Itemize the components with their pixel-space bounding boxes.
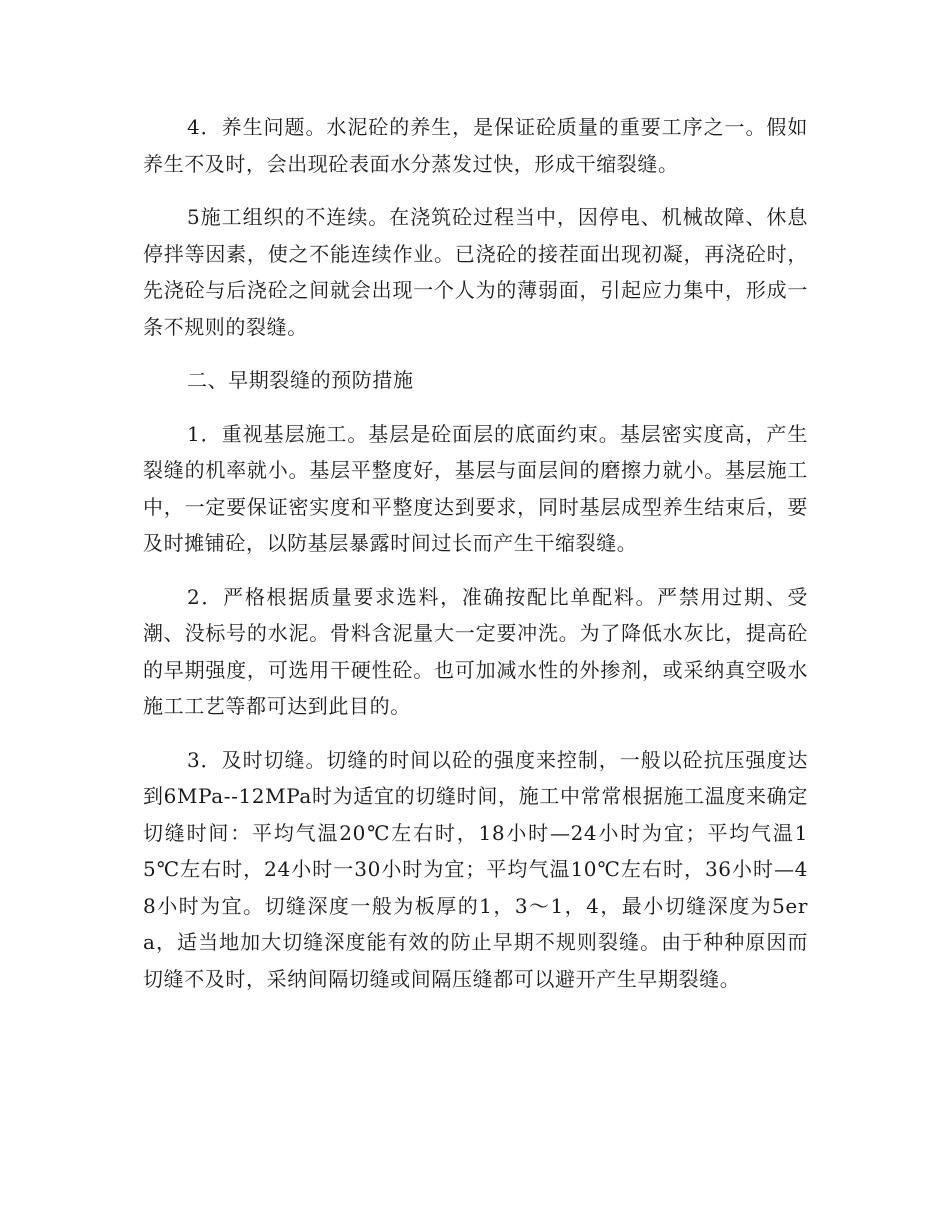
- paragraph-discontinuous-construction: 5施工组织的不连续。在浇筑砼过程当中，因停电、机械故障、休息停拌等因素，使之不能连续作业。已浇砼的接茬面出现初凝，再浇砼时，先浇砼与后浇砼之间就会出现一个人为的薄弱面，引起应力集中，形成一条不规则的裂缝。: [143, 205, 808, 339]
- paragraph-timely-cutting: 3．及时切缝。切缝的时间以砼的强度来控制，一般以砼抗压强度达到6MPa--12MPa时为适宜的切缝时间，施工中常常根据施工温度来确定切缝时间：平均气温20℃左右时，18小时—24小时为宜；平均气温15℃左右时，24小时一30小时为宜；平均气温10℃左右时，36小时—48小时为宜。切缝深度一般为板厚的1，3～1，4，最小切缝深度为5era，适当地加大切缝深度能有效的防止早期不规则裂缝。由于种种原因而切缝不及时，采纳间隔切缝或间隔压缝都可以避开产生早期裂缝。: [143, 747, 808, 991]
- paragraph-curing-issue: 4．养生问题。水泥砼的养生，是保证砼质量的重要工序之一。假如养生不及时，会出现砼表面水分蒸发过快，形成干缩裂缝。: [143, 115, 808, 176]
- document-body: [143, 109, 808, 1014]
- section-heading-prevention: 二、早期裂缝的预防措施: [187, 368, 414, 392]
- paragraph-base-course: 1．重视基层施工。基层是砼面层的底面约束。基层密实度高，产生裂缝的机率就小。基层平整度好，基层与面层间的磨擦力就小。基层施工中，一定要保证密实度和平整度达到要求，同时基层成型养生结束后，要及时摊铺砼，以防基层暴露时间过长而产生干缩裂缝。: [143, 421, 808, 555]
- paragraph-material-selection: 2．严格根据质量要求选料，准确按配比单配料。严禁用过期、受潮、没标号的水泥。骨料含泥量大一定要冲洗。为了降低水灰比，提高砼的早期强度，可选用干硬性砼。也可加减水性的外掺剂，或采纳真空吸水施工工艺等都可达到此目的。: [143, 584, 808, 718]
